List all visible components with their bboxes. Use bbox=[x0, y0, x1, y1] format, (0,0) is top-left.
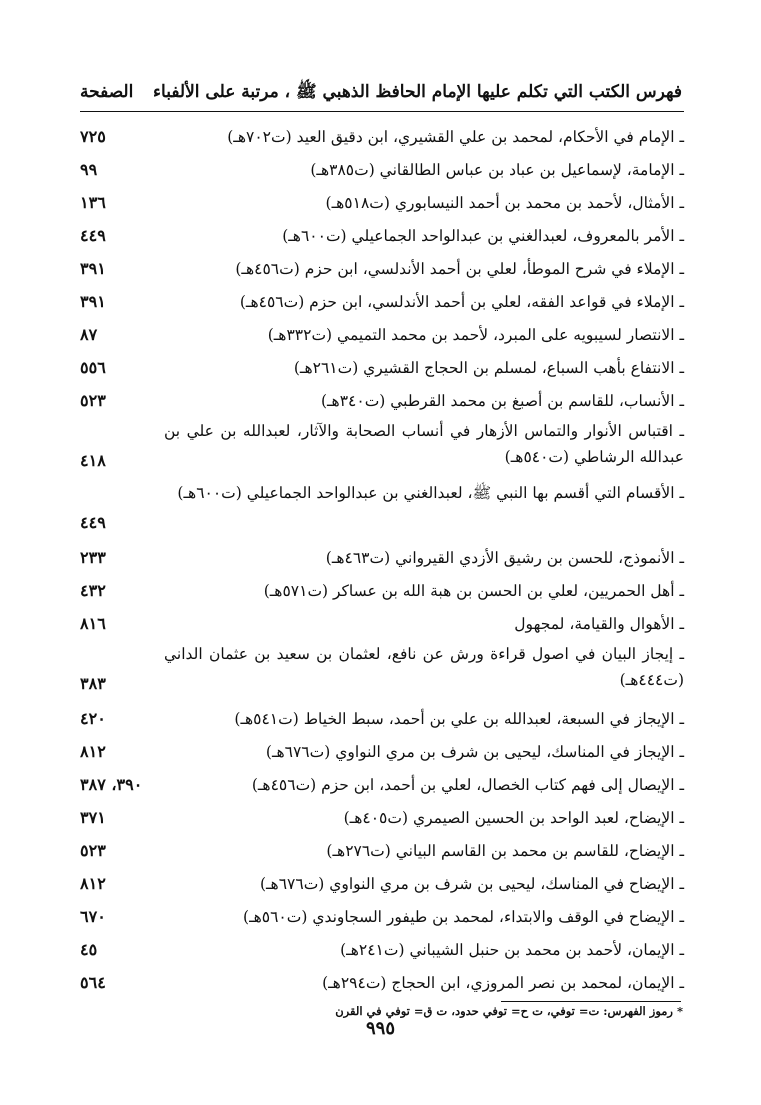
index-entry bbox=[80, 574, 684, 607]
index-entry bbox=[80, 318, 684, 351]
entry-page: ٣٩١ bbox=[80, 259, 106, 278]
entry-text: ـ أهل الحمريين، لعلي بن الحسن بن هبة الله بن عساكر (ت٥٧١هـ) bbox=[263, 582, 684, 600]
index-entry bbox=[80, 640, 684, 702]
page-column-label: الصفحة bbox=[80, 82, 134, 102]
index-entry bbox=[80, 479, 684, 541]
index-entry bbox=[80, 120, 684, 153]
entry-text: ـ الأنموذج، للحسن بن رشيق الأزدي القيرواني (ت٤٦٣هـ) bbox=[325, 549, 684, 567]
entry-page: ٥٦٤ bbox=[80, 973, 106, 992]
entry-page: ٤١٨ bbox=[80, 451, 106, 470]
index-entry bbox=[80, 933, 684, 966]
entry-text: ـ الإيجاز في المناسك، ليحيى بن شرف بن مري النواوي (ت٦٧٦هـ) bbox=[265, 743, 684, 761]
entry-page: ٥٥٦ bbox=[80, 358, 106, 377]
entry-text: ـ إيجاز البيان في اصول قراءة ورش عن نافع، لعثمان بن سعيد بن عثمان الداني (ت٤٤٤هـ) bbox=[164, 645, 684, 689]
entry-page: ٣٩٠، ٣٨٧ bbox=[80, 775, 143, 794]
index-entry bbox=[80, 867, 684, 900]
index-entries bbox=[80, 120, 684, 999]
entry-text: ـ الإيضاح في المناسك، ليحيى بن شرف بن مري النواوي (ت٦٧٦هـ) bbox=[259, 875, 684, 893]
entry-text: ـ الأنساب، للقاسم بن أصبغ بن محمد القرطبي (ت٣٤٠هـ) bbox=[320, 392, 684, 410]
entry-text: ـ الإيضاح، لعبد الواحد بن الحسين الصيمري (ت٤٠٥هـ) bbox=[343, 809, 684, 827]
entry-text: ـ الأقسام التي أقسم بها النبي ﷺ، لعبدالغني بن عبدالواحد الجماعيلي (ت٦٠٠هـ) bbox=[177, 484, 684, 502]
index-entry bbox=[80, 966, 684, 999]
entry-text: ـ الأهوال والقيامة، لمجهول bbox=[514, 615, 684, 633]
entry-page: ٥٢٣ bbox=[80, 841, 106, 860]
index-entry bbox=[80, 417, 684, 479]
entry-page: ٤٣٢ bbox=[80, 581, 106, 600]
entry-page: ٧٢٥ bbox=[80, 127, 106, 146]
entry-page: ٨١٦ bbox=[80, 614, 106, 633]
entry-page: ٢٣٣ bbox=[80, 548, 106, 567]
page-header bbox=[80, 78, 682, 106]
entry-page: ٣٨٣ bbox=[80, 674, 106, 693]
entry-page: ٤٤٩ bbox=[80, 513, 106, 532]
entry-page: ٦٧٠ bbox=[80, 907, 106, 926]
footnote: * رموز الفهرس: ت= توفي، ت ح= توفي حدود، ت ق= توفي في القرن bbox=[335, 1004, 683, 1018]
index-entry bbox=[80, 900, 684, 933]
entry-text: ـ الإيجاز في السبعة، لعبدالله بن علي بن أحمد، سبط الخياط (ت٥٤١هـ) bbox=[234, 710, 684, 728]
entry-page: ٤٥ bbox=[80, 940, 98, 959]
index-entry bbox=[80, 541, 684, 574]
entry-page: ٥٢٣ bbox=[80, 391, 106, 410]
index-entry bbox=[80, 351, 684, 384]
index-entry bbox=[80, 219, 684, 252]
entry-text: ـ اقتباس الأنوار والتماس الأزهار في أنساب الصحابة والآثار، لعبدالله بن علي بن عبدالله الرشاطي (ت٥٤٠هـ) bbox=[164, 422, 684, 466]
index-entry bbox=[80, 735, 684, 768]
entry-text: ـ الإيضاح في الوقف والابتداء، لمحمد بن طيفور السجاوندي (ت٥٦٠هـ) bbox=[243, 908, 684, 926]
entry-page: ٣٩١ bbox=[80, 292, 106, 311]
entry-page: ٨١٢ bbox=[80, 874, 106, 893]
entry-text: ـ الإملاء في قواعد الفقه، لعلي بن أحمد الأندلسي، ابن حزم (ت٤٥٦هـ) bbox=[239, 293, 684, 311]
entry-text: ـ الإيضاح، للقاسم بن محمد بن القاسم البياني (ت٢٧٦هـ) bbox=[326, 842, 684, 860]
page-number: ٩٩٥ bbox=[365, 1018, 395, 1039]
index-entry bbox=[80, 153, 684, 186]
index-entry bbox=[80, 252, 684, 285]
index-entry bbox=[80, 834, 684, 867]
entry-page: ٣٧١ bbox=[80, 808, 106, 827]
entry-text: ـ الأمثال، لأحمد بن محمد بن أحمد النيسابوري (ت٥١٨هـ) bbox=[325, 194, 684, 212]
index-entry bbox=[80, 285, 684, 318]
footnote-divider bbox=[501, 1001, 681, 1002]
page-title: فهرس الكتب التي تكلم عليها الإمام الحافظ الذهبي ﷺ ، مرتبة على الألفباء bbox=[153, 82, 682, 102]
index-entry bbox=[80, 384, 684, 417]
entry-page: ٨٧ bbox=[80, 325, 98, 344]
index-entry bbox=[80, 768, 684, 801]
entry-text: ـ الإملاء في شرح الموطأ، لعلي بن أحمد الأندلسي، ابن حزم (ت٤٥٦هـ) bbox=[235, 260, 684, 278]
index-entry bbox=[80, 607, 684, 640]
entry-text: ـ الأمر بالمعروف، لعبدالغني بن عبدالواحد الجماعيلي (ت٦٠٠هـ) bbox=[282, 227, 684, 245]
index-entry bbox=[80, 702, 684, 735]
entry-page: ٨١٢ bbox=[80, 742, 106, 761]
entry-text: ـ الإيمان، لمحمد بن نصر المروزي، ابن الحجاج (ت٢٩٤هـ) bbox=[322, 974, 684, 992]
entry-page: ١٣٦ bbox=[80, 193, 106, 212]
entry-text: ـ الانتفاع بأهب السباع، لمسلم بن الحجاج القشيري (ت٢٦١هـ) bbox=[293, 359, 684, 377]
index-entry bbox=[80, 801, 684, 834]
index-entry bbox=[80, 186, 684, 219]
entry-text: ـ الإيمان، لأحمد بن محمد بن حنبل الشيباني (ت٢٤١هـ) bbox=[340, 941, 684, 959]
entry-page: ٩٩ bbox=[80, 160, 98, 179]
header-divider bbox=[80, 111, 684, 112]
entry-page: ٤٢٠ bbox=[80, 709, 106, 728]
entry-text: ـ الانتصار لسيبويه على المبرد، لأحمد بن محمد التميمي (ت٣٣٢هـ) bbox=[267, 326, 684, 344]
entry-text: ـ الإيصال إلى فهم كتاب الخصال، لعلي بن أحمد، ابن حزم (ت٤٥٦هـ) bbox=[251, 776, 684, 794]
entry-text: ـ الإمامة، لإسماعيل بن عباد بن عباس الطالقاني (ت٣٨٥هـ) bbox=[310, 161, 684, 179]
entry-text: ـ الإمام في الأحكام، لمحمد بن علي القشيري، ابن دقيق العيد (ت٧٠٢هـ) bbox=[227, 128, 684, 146]
entry-page: ٤٤٩ bbox=[80, 226, 106, 245]
